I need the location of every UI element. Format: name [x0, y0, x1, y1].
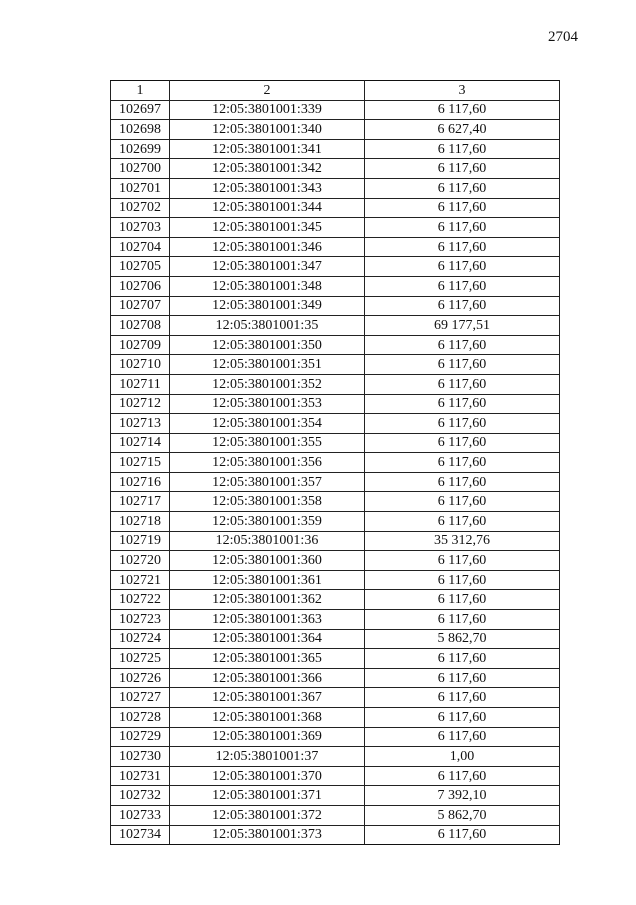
row-number-cell: 102697 — [111, 100, 170, 120]
row-number-cell: 102709 — [111, 335, 170, 355]
table-row — [111, 374, 560, 394]
value-cell: 6 117,60 — [365, 335, 560, 355]
cadastral-number-cell: 12:05:3801001:357 — [170, 472, 365, 492]
cadastral-number-cell: 12:05:3801001:345 — [170, 218, 365, 238]
table-row — [111, 727, 560, 747]
row-number-cell: 102727 — [111, 688, 170, 708]
value-cell: 6 117,60 — [365, 649, 560, 669]
cadastral-number-cell: 12:05:3801001:343 — [170, 178, 365, 198]
cadastral-number-cell: 12:05:3801001:347 — [170, 257, 365, 277]
cadastral-number-cell: 12:05:3801001:341 — [170, 139, 365, 159]
table-row — [111, 257, 560, 277]
row-number-cell: 102723 — [111, 610, 170, 630]
table-row — [111, 120, 560, 140]
value-cell: 6 117,60 — [365, 551, 560, 571]
table-row — [111, 668, 560, 688]
table-row — [111, 453, 560, 473]
table-row — [111, 512, 560, 532]
row-number-cell: 102704 — [111, 237, 170, 257]
table-row — [111, 218, 560, 238]
cadastral-number-cell: 12:05:3801001:37 — [170, 747, 365, 767]
row-number-cell: 102733 — [111, 805, 170, 825]
row-number-cell: 102702 — [111, 198, 170, 218]
cadastral-number-cell: 12:05:3801001:355 — [170, 433, 365, 453]
cadastral-number-cell: 12:05:3801001:356 — [170, 453, 365, 473]
cadastral-number-cell: 12:05:3801001:371 — [170, 786, 365, 806]
row-number-cell: 102734 — [111, 825, 170, 845]
table-row — [111, 139, 560, 159]
table-row — [111, 629, 560, 649]
value-cell: 6 117,60 — [365, 492, 560, 512]
row-number-cell: 102721 — [111, 570, 170, 590]
row-number-cell: 102731 — [111, 766, 170, 786]
table-row — [111, 551, 560, 571]
table-row — [111, 649, 560, 669]
cadastral-number-cell: 12:05:3801001:368 — [170, 708, 365, 728]
value-cell: 6 117,60 — [365, 257, 560, 277]
value-cell: 6 117,60 — [365, 178, 560, 198]
cadastral-number-cell: 12:05:3801001:36 — [170, 531, 365, 551]
value-cell: 6 117,60 — [365, 276, 560, 296]
cadastral-number-cell: 12:05:3801001:360 — [170, 551, 365, 571]
row-number-cell: 102720 — [111, 551, 170, 571]
table-row — [111, 492, 560, 512]
value-cell: 6 117,60 — [365, 825, 560, 845]
row-number-cell: 102707 — [111, 296, 170, 316]
header-row — [111, 81, 560, 101]
table-row — [111, 198, 560, 218]
table-row — [111, 433, 560, 453]
row-number-cell: 102725 — [111, 649, 170, 669]
cadastral-number-cell: 12:05:3801001:365 — [170, 649, 365, 669]
value-cell: 6 117,60 — [365, 139, 560, 159]
cadastral-number-cell: 12:05:3801001:346 — [170, 237, 365, 257]
table-row — [111, 100, 560, 120]
value-cell: 6 117,60 — [365, 296, 560, 316]
table-row — [111, 825, 560, 845]
value-cell: 6 117,60 — [365, 414, 560, 434]
value-cell: 6 117,60 — [365, 708, 560, 728]
table-row — [111, 786, 560, 806]
cadastral-number-cell: 12:05:3801001:354 — [170, 414, 365, 434]
row-number-cell: 102715 — [111, 453, 170, 473]
column-header-2: 2 — [170, 81, 365, 101]
table-row — [111, 472, 560, 492]
value-cell: 5 862,70 — [365, 805, 560, 825]
table-row — [111, 747, 560, 767]
table-header — [111, 81, 560, 101]
cadastral-number-cell: 12:05:3801001:364 — [170, 629, 365, 649]
cadastral-number-cell: 12:05:3801001:348 — [170, 276, 365, 296]
cadastral-number-cell: 12:05:3801001:372 — [170, 805, 365, 825]
row-number-cell: 102699 — [111, 139, 170, 159]
row-number-cell: 102722 — [111, 590, 170, 610]
value-cell: 7 392,10 — [365, 786, 560, 806]
value-cell: 6 117,60 — [365, 237, 560, 257]
cadastral-number-cell: 12:05:3801001:373 — [170, 825, 365, 845]
table-row — [111, 610, 560, 630]
table-row — [111, 531, 560, 551]
table-body — [111, 100, 560, 845]
row-number-cell: 102729 — [111, 727, 170, 747]
cadastral-number-cell: 12:05:3801001:359 — [170, 512, 365, 532]
value-cell: 6 117,60 — [365, 374, 560, 394]
value-cell: 6 117,60 — [365, 610, 560, 630]
value-cell: 6 117,60 — [365, 218, 560, 238]
row-number-cell: 102714 — [111, 433, 170, 453]
cadastral-number-cell: 12:05:3801001:361 — [170, 570, 365, 590]
cadastral-number-cell: 12:05:3801001:362 — [170, 590, 365, 610]
value-cell: 6 117,60 — [365, 590, 560, 610]
row-number-cell: 102730 — [111, 747, 170, 767]
cadastral-number-cell: 12:05:3801001:358 — [170, 492, 365, 512]
value-cell: 6 117,60 — [365, 766, 560, 786]
cadastral-number-cell: 12:05:3801001:342 — [170, 159, 365, 179]
table-row — [111, 296, 560, 316]
row-number-cell: 102717 — [111, 492, 170, 512]
value-cell: 6 117,60 — [365, 570, 560, 590]
row-number-cell: 102712 — [111, 394, 170, 414]
table-row — [111, 394, 560, 414]
row-number-cell: 102719 — [111, 531, 170, 551]
table-row — [111, 570, 560, 590]
column-header-1: 1 — [111, 81, 170, 101]
row-number-cell: 102726 — [111, 668, 170, 688]
cadastral-number-cell: 12:05:3801001:350 — [170, 335, 365, 355]
row-number-cell: 102710 — [111, 355, 170, 375]
table-row — [111, 355, 560, 375]
row-number-cell: 102711 — [111, 374, 170, 394]
value-cell: 6 117,60 — [365, 472, 560, 492]
table-row — [111, 766, 560, 786]
row-number-cell: 102724 — [111, 629, 170, 649]
value-cell: 6 117,60 — [365, 159, 560, 179]
value-cell: 6 627,40 — [365, 120, 560, 140]
table-row — [111, 708, 560, 728]
cadastral-number-cell: 12:05:3801001:344 — [170, 198, 365, 218]
cadastral-number-cell: 12:05:3801001:363 — [170, 610, 365, 630]
cadastral-number-cell: 12:05:3801001:340 — [170, 120, 365, 140]
value-cell: 6 117,60 — [365, 668, 560, 688]
value-cell: 6 117,60 — [365, 100, 560, 120]
row-number-cell: 102703 — [111, 218, 170, 238]
value-cell: 6 117,60 — [365, 727, 560, 747]
table-row — [111, 414, 560, 434]
column-header-3: 3 — [365, 81, 560, 101]
row-number-cell: 102701 — [111, 178, 170, 198]
table-row — [111, 335, 560, 355]
value-cell: 69 177,51 — [365, 316, 560, 336]
value-cell: 6 117,60 — [365, 198, 560, 218]
value-cell: 6 117,60 — [365, 688, 560, 708]
cadastral-number-cell: 12:05:3801001:367 — [170, 688, 365, 708]
row-number-cell: 102700 — [111, 159, 170, 179]
table-row — [111, 316, 560, 336]
value-cell: 1,00 — [365, 747, 560, 767]
cadastral-number-cell: 12:05:3801001:35 — [170, 316, 365, 336]
cadastral-number-cell: 12:05:3801001:349 — [170, 296, 365, 316]
row-number-cell: 102706 — [111, 276, 170, 296]
value-cell: 6 117,60 — [365, 433, 560, 453]
cadastral-number-cell: 12:05:3801001:366 — [170, 668, 365, 688]
row-number-cell: 102708 — [111, 316, 170, 336]
row-number-cell: 102718 — [111, 512, 170, 532]
table-row — [111, 237, 560, 257]
table-row — [111, 159, 560, 179]
cadastral-number-cell: 12:05:3801001:369 — [170, 727, 365, 747]
table-row — [111, 805, 560, 825]
table-row — [111, 590, 560, 610]
value-cell: 6 117,60 — [365, 394, 560, 414]
data-table — [110, 80, 560, 845]
row-number-cell: 102728 — [111, 708, 170, 728]
page-number: 2704 — [548, 29, 578, 45]
value-cell: 6 117,60 — [365, 512, 560, 532]
cadastral-number-cell: 12:05:3801001:339 — [170, 100, 365, 120]
value-cell: 35 312,76 — [365, 531, 560, 551]
cadastral-number-cell: 12:05:3801001:352 — [170, 374, 365, 394]
cadastral-number-cell: 12:05:3801001:370 — [170, 766, 365, 786]
row-number-cell: 102713 — [111, 414, 170, 434]
row-number-cell: 102705 — [111, 257, 170, 277]
value-cell: 5 862,70 — [365, 629, 560, 649]
table-row — [111, 688, 560, 708]
value-cell: 6 117,60 — [365, 355, 560, 375]
row-number-cell: 102732 — [111, 786, 170, 806]
cadastral-number-cell: 12:05:3801001:353 — [170, 394, 365, 414]
cadastral-number-cell: 12:05:3801001:351 — [170, 355, 365, 375]
value-cell: 6 117,60 — [365, 453, 560, 473]
table-row — [111, 276, 560, 296]
table-row — [111, 178, 560, 198]
row-number-cell: 102716 — [111, 472, 170, 492]
row-number-cell: 102698 — [111, 120, 170, 140]
